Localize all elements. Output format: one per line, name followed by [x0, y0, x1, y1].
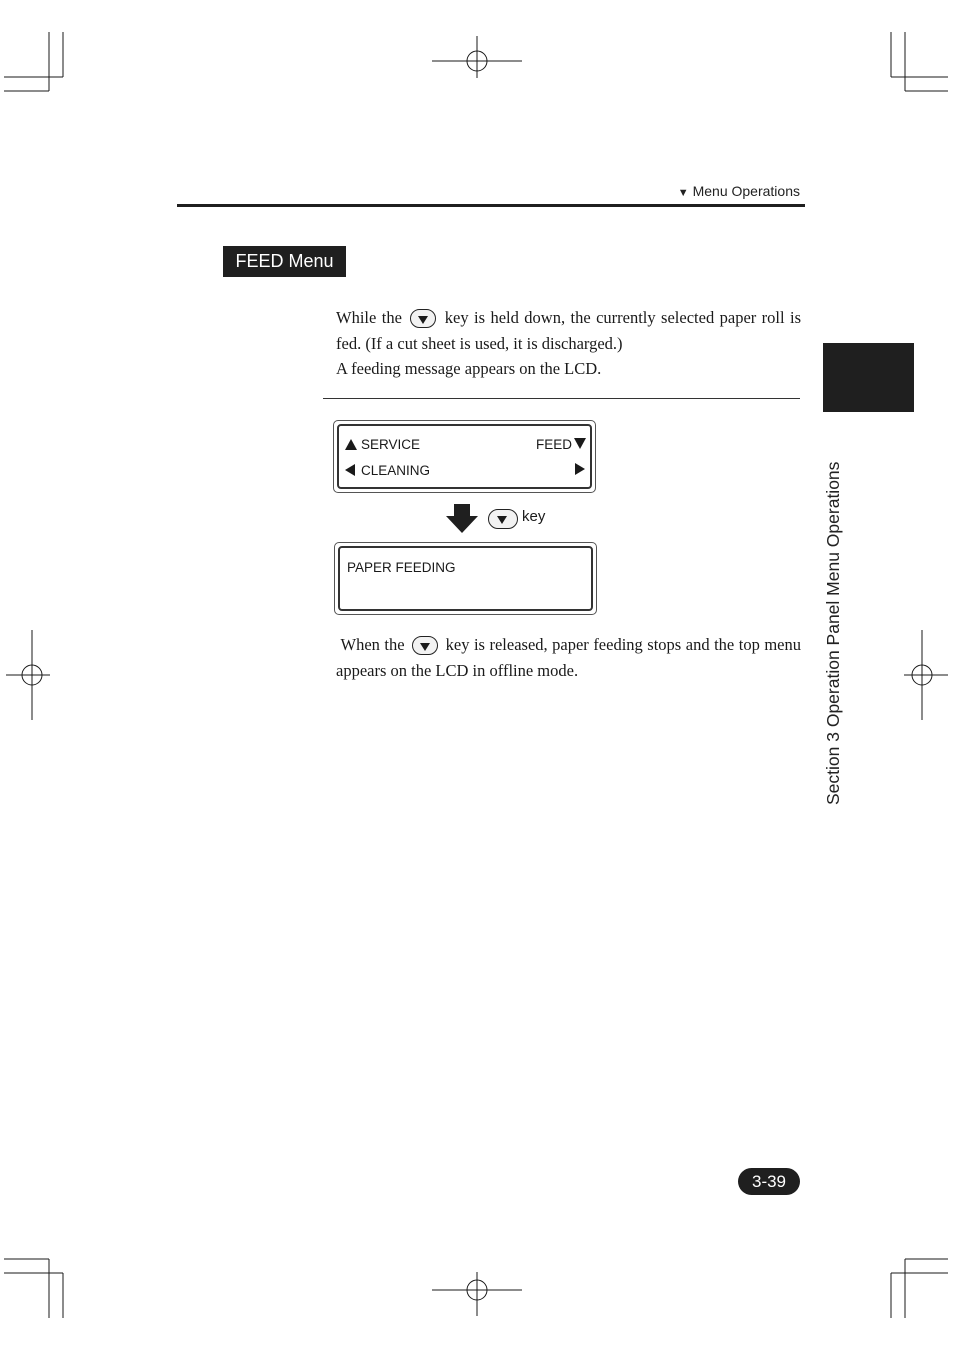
lcd-feed-label: FEED	[535, 437, 572, 452]
intro-text-before: While the	[336, 308, 402, 327]
down-arrow-icon	[574, 438, 586, 449]
down-key-icon	[412, 636, 438, 655]
divider	[323, 398, 800, 399]
section-title: FEED Menu	[223, 246, 346, 277]
lcd-service-label: SERVICE	[361, 437, 421, 452]
release-paragraph	[336, 632, 801, 683]
down-key-icon	[410, 309, 436, 328]
lcd-display-feeding	[334, 542, 597, 615]
release-text-after: key is released, paper feeding stops and the top menu appears on the LCD in offline mode.	[336, 635, 802, 680]
release-text-before: When the	[340, 635, 405, 654]
lcd-cleaning-label: CLEANING	[361, 463, 431, 478]
lcd-display-menu	[333, 420, 596, 493]
header-rule	[177, 204, 805, 207]
section-marker-icon: ▼	[677, 187, 689, 199]
up-arrow-icon	[345, 439, 357, 450]
feeding-message-paragraph: A feeding message appears on the LCD.	[336, 359, 602, 378]
running-header	[668, 183, 800, 199]
section-tab	[823, 343, 914, 412]
down-key-icon	[488, 509, 518, 529]
key-label: key	[522, 508, 546, 525]
header-title: Menu Operations	[692, 183, 800, 199]
lcd-paper-feeding-label: PAPER FEEDING	[347, 560, 456, 575]
section-tab-label: Section 3 Operation Panel Menu Operations	[823, 461, 843, 805]
right-arrow-icon	[575, 463, 585, 475]
intro-text-after: key is held down, the currently selected paper roll is fed. (If a cut sheet is used, it is discharged.)	[336, 308, 802, 353]
flow-down-arrow-icon	[445, 504, 479, 534]
page-number: 3-39	[738, 1168, 800, 1195]
intro-paragraph	[336, 305, 801, 356]
left-arrow-icon	[345, 464, 355, 476]
